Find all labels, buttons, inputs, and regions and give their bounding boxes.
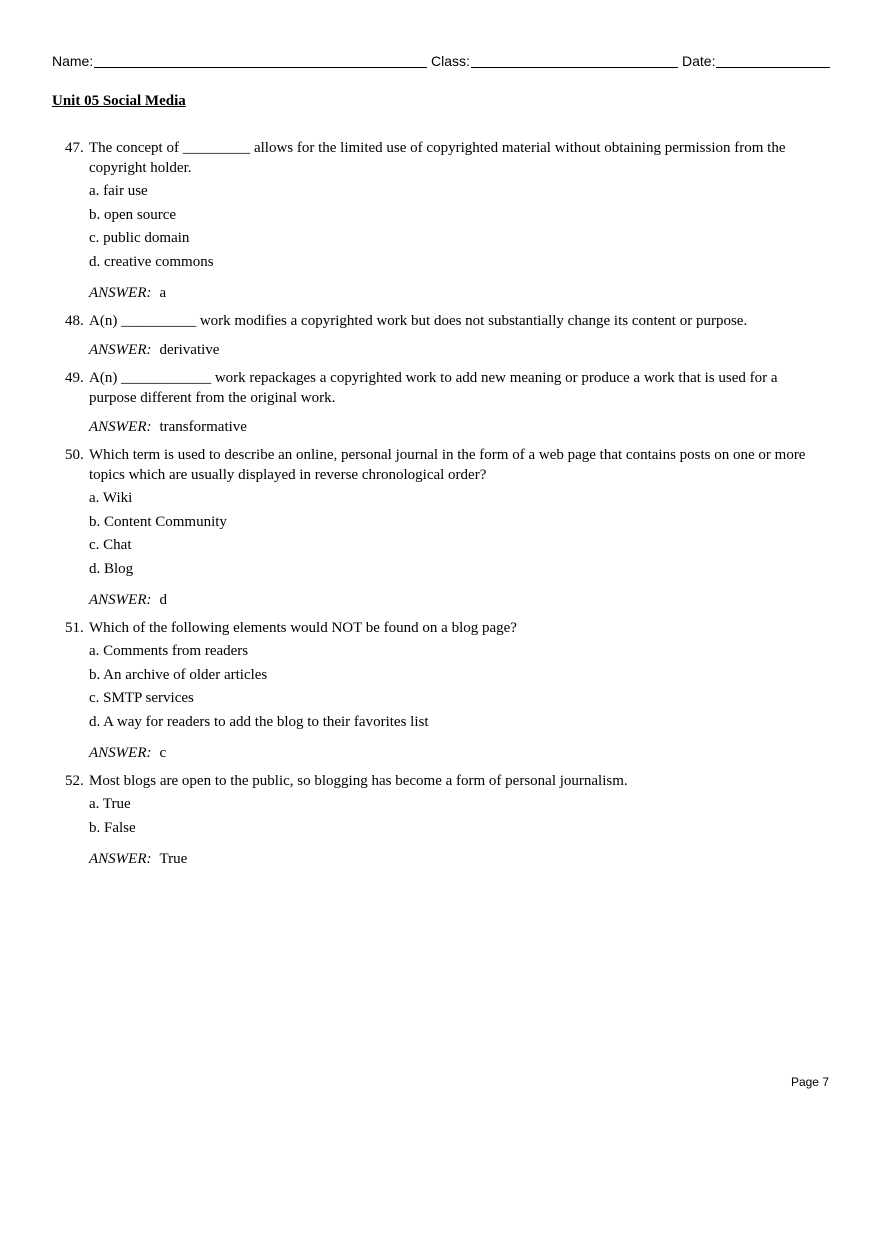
- answer-line: [89, 743, 880, 763]
- question-number: 50.: [65, 447, 84, 463]
- question-text: Which of the following elements would NOT be found on a blog page?: [89, 620, 517, 636]
- name-line: [94, 67, 427, 68]
- question-text: Which term is used to describe an online, personal journal in the form of a web page that contains posts on one or more topics which are usually displayed in reverse chronological order?: [89, 447, 806, 483]
- option-list: [89, 180, 880, 274]
- question-text-block: [65, 445, 824, 485]
- answer-value: True: [159, 851, 188, 867]
- question-52: [0, 771, 880, 869]
- answer-option: d. creative commons: [89, 253, 214, 270]
- question-number: 47.: [65, 140, 84, 156]
- question-text-block: [65, 138, 824, 178]
- date-label: Date:: [682, 53, 716, 69]
- answer-label: ANSWER:: [89, 419, 152, 435]
- question-49: [0, 368, 880, 437]
- answer-option: b. False: [89, 819, 136, 836]
- question-text-block: [65, 311, 824, 331]
- question-47: [0, 138, 880, 303]
- answer-option: b. open source: [89, 206, 177, 223]
- header: [52, 53, 830, 71]
- question-text-block: [65, 771, 824, 791]
- answer-line: [89, 340, 880, 360]
- answer-label: ANSWER:: [89, 851, 152, 867]
- question-text: A(n) ____________ work repackages a copyrighted work to add new meaning or produce a work that is used for a purpose different from the original work.: [89, 370, 778, 406]
- answer-line: [89, 849, 880, 869]
- question-list: [0, 138, 880, 877]
- question-number: 51.: [65, 620, 84, 636]
- answer-label: ANSWER:: [89, 745, 152, 761]
- date-line: [716, 67, 830, 68]
- name-label: Name:: [52, 53, 94, 69]
- answer-option: b. An archive of older articles: [89, 666, 268, 683]
- answer-value: derivative: [159, 342, 220, 358]
- question-text-block: [65, 618, 824, 638]
- answer-line: [89, 417, 880, 437]
- answer-line: [89, 283, 880, 303]
- question-text: A(n) __________ work modifies a copyrighted work but does not substantially change its content or purpose.: [89, 313, 748, 329]
- answer-option: c. SMTP services: [89, 690, 194, 706]
- unit-title: Unit 05 Social Media: [52, 93, 186, 109]
- answer-value: d: [159, 592, 167, 608]
- answer-line: [89, 590, 880, 610]
- answer-label: ANSWER:: [89, 285, 152, 301]
- answer-option: c. Chat: [89, 537, 132, 553]
- option-list: [89, 640, 880, 734]
- question-text: The concept of _________ allows for the limited use of copyrighted material without obtaining permission from the copyright holder.: [89, 140, 786, 176]
- question-number: 48.: [65, 313, 84, 329]
- answer-option: a. Comments from readers: [89, 643, 249, 659]
- answer-option: d. Blog: [89, 560, 134, 577]
- question-48: [0, 311, 880, 360]
- question-number: 52.: [65, 773, 84, 789]
- answer-option: c. public domain: [89, 230, 190, 246]
- answer-value: transformative: [159, 419, 247, 435]
- question-number: 49.: [65, 370, 84, 386]
- class-line: [471, 67, 678, 68]
- answer-option: b. Content Community: [89, 513, 227, 530]
- question-text: Most blogs are open to the public, so blogging has become a form of personal journalism.: [89, 773, 628, 789]
- answer-value: c: [159, 745, 167, 761]
- question-50: [0, 445, 880, 610]
- answer-value: a: [159, 285, 167, 301]
- question-51: [0, 618, 880, 763]
- option-list: [89, 487, 880, 581]
- answer-label: ANSWER:: [89, 342, 152, 358]
- answer-option: d. A way for readers to add the blog to their favorites list: [89, 713, 429, 730]
- option-list: [89, 793, 880, 840]
- answer-option: a. Wiki: [89, 490, 133, 506]
- class-label: Class:: [431, 53, 470, 69]
- page-number: Page 7: [790, 1075, 829, 1089]
- answer-option: a. True: [89, 796, 131, 812]
- answer-label: ANSWER:: [89, 592, 152, 608]
- question-text-block: [65, 368, 824, 408]
- answer-option: a. fair use: [89, 183, 148, 199]
